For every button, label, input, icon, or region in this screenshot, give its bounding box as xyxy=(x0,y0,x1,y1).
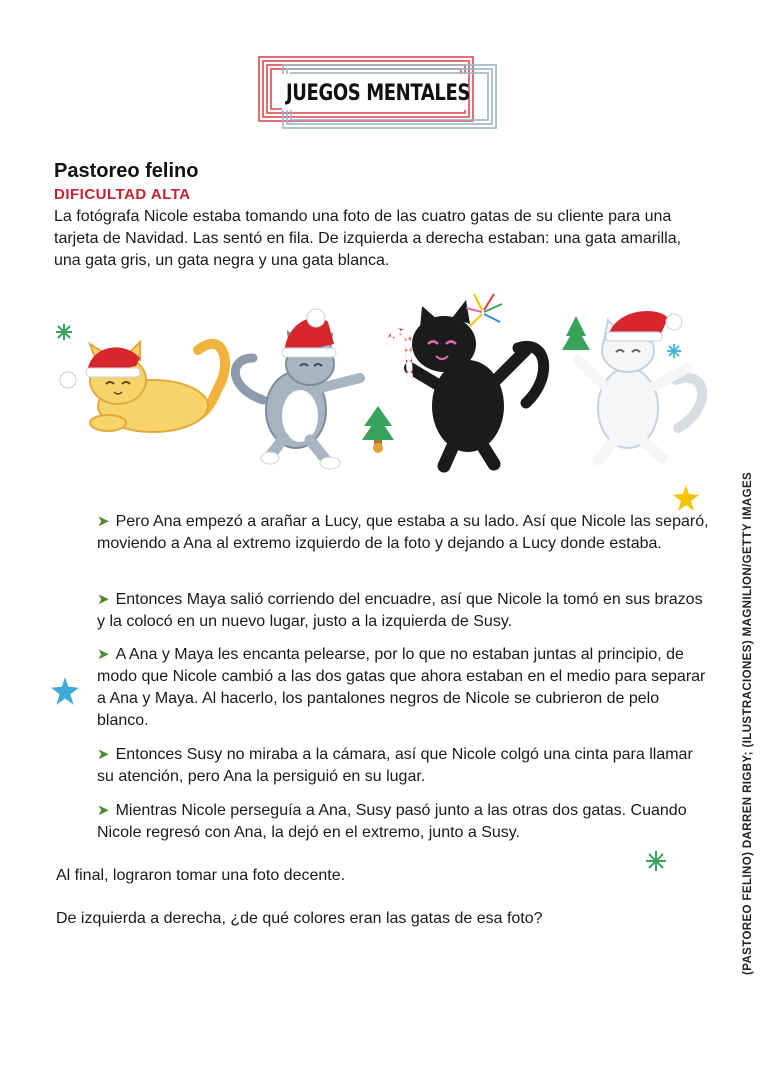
snowflake-icon xyxy=(667,344,681,358)
cats-illustration xyxy=(48,288,718,478)
yellow-star-icon xyxy=(672,484,700,512)
tree-icon xyxy=(562,316,590,350)
clue-item: ➤ A Ana y Maya les encanta pelearse, por lo que no estaban juntas al principio, de modo que Nicole cambió a las dos gatas que ahora estaban en el medio para separar a Ana y Maya. Al hacerlo, los pantalones negros de Nicole se cubrieron de pelo blanco. xyxy=(97,646,706,729)
clue-item: ➤ Mientras Nicole perseguía a Ana, Susy pasó junto a las otras dos gatas. Cuando Nicole regresó con Ana, la dejó en el extremo, junto a Susy. xyxy=(97,802,687,841)
blue-star-icon xyxy=(50,676,80,706)
arrow-icon: ➤ xyxy=(97,591,110,608)
question-text: De izquierda a derecha, ¿de qué colores eran las gatas de esa foto? xyxy=(56,910,543,927)
section-banner xyxy=(258,56,498,130)
arrow-icon: ➤ xyxy=(97,746,110,763)
clue-item: ➤ Entonces Susy no miraba a la cámara, así que Nicole colgó una cinta para llamar su atención, pero Ana la persiguió en su lugar. xyxy=(97,746,693,785)
gray-cat-icon xyxy=(235,309,360,469)
photo-credit: (PASTOREO FELINO) DARREN RIGBY; (ILUSTRACIONES) MAGNILION/GETTY IMAGES xyxy=(742,471,754,975)
puzzle-title: Pastoreo felino xyxy=(54,160,199,182)
sparkle-icon xyxy=(56,324,72,340)
conclusion-text: Al final, lograron tomar una foto decente. xyxy=(56,867,346,884)
difficulty-label: DIFICULTAD ALTA xyxy=(54,186,191,203)
clue-item: ➤ Pero Ana empezó a arañar a Lucy, que estaba a su lado. Así que Nicole las separó, moviendo a Ana al extremo izquierdo de la foto y dejando a Lucy donde estaba. xyxy=(97,513,709,552)
white-cat-icon xyxy=(562,311,702,460)
arrow-icon: ➤ xyxy=(97,802,110,819)
clue-item: ➤ Entonces Maya salió corriendo del encuadre, así que Nicole la tomó en sus brazos y la colocó en un nuevo lugar, justo a la izquierda de Susy. xyxy=(97,591,703,630)
yellow-cat-icon xyxy=(60,342,225,432)
firework-icon xyxy=(466,294,502,326)
intro-paragraph: La fotógrafa Nicole estaba tomando una foto de las cuatro gatas de su cliente para una tarjeta de Navidad. Las sentó en fila. De izquierda a derecha estaban: una gata amarilla, una gata gris, un gata negra y una gata blanca. xyxy=(54,208,682,269)
tree-icon xyxy=(362,406,394,453)
section-title: JUEGOS MENTALES xyxy=(285,80,471,106)
arrow-icon: ➤ xyxy=(97,513,110,530)
black-cat-icon xyxy=(390,294,544,466)
green-sparkle-icon xyxy=(645,850,667,872)
arrow-icon: ➤ xyxy=(97,646,110,663)
